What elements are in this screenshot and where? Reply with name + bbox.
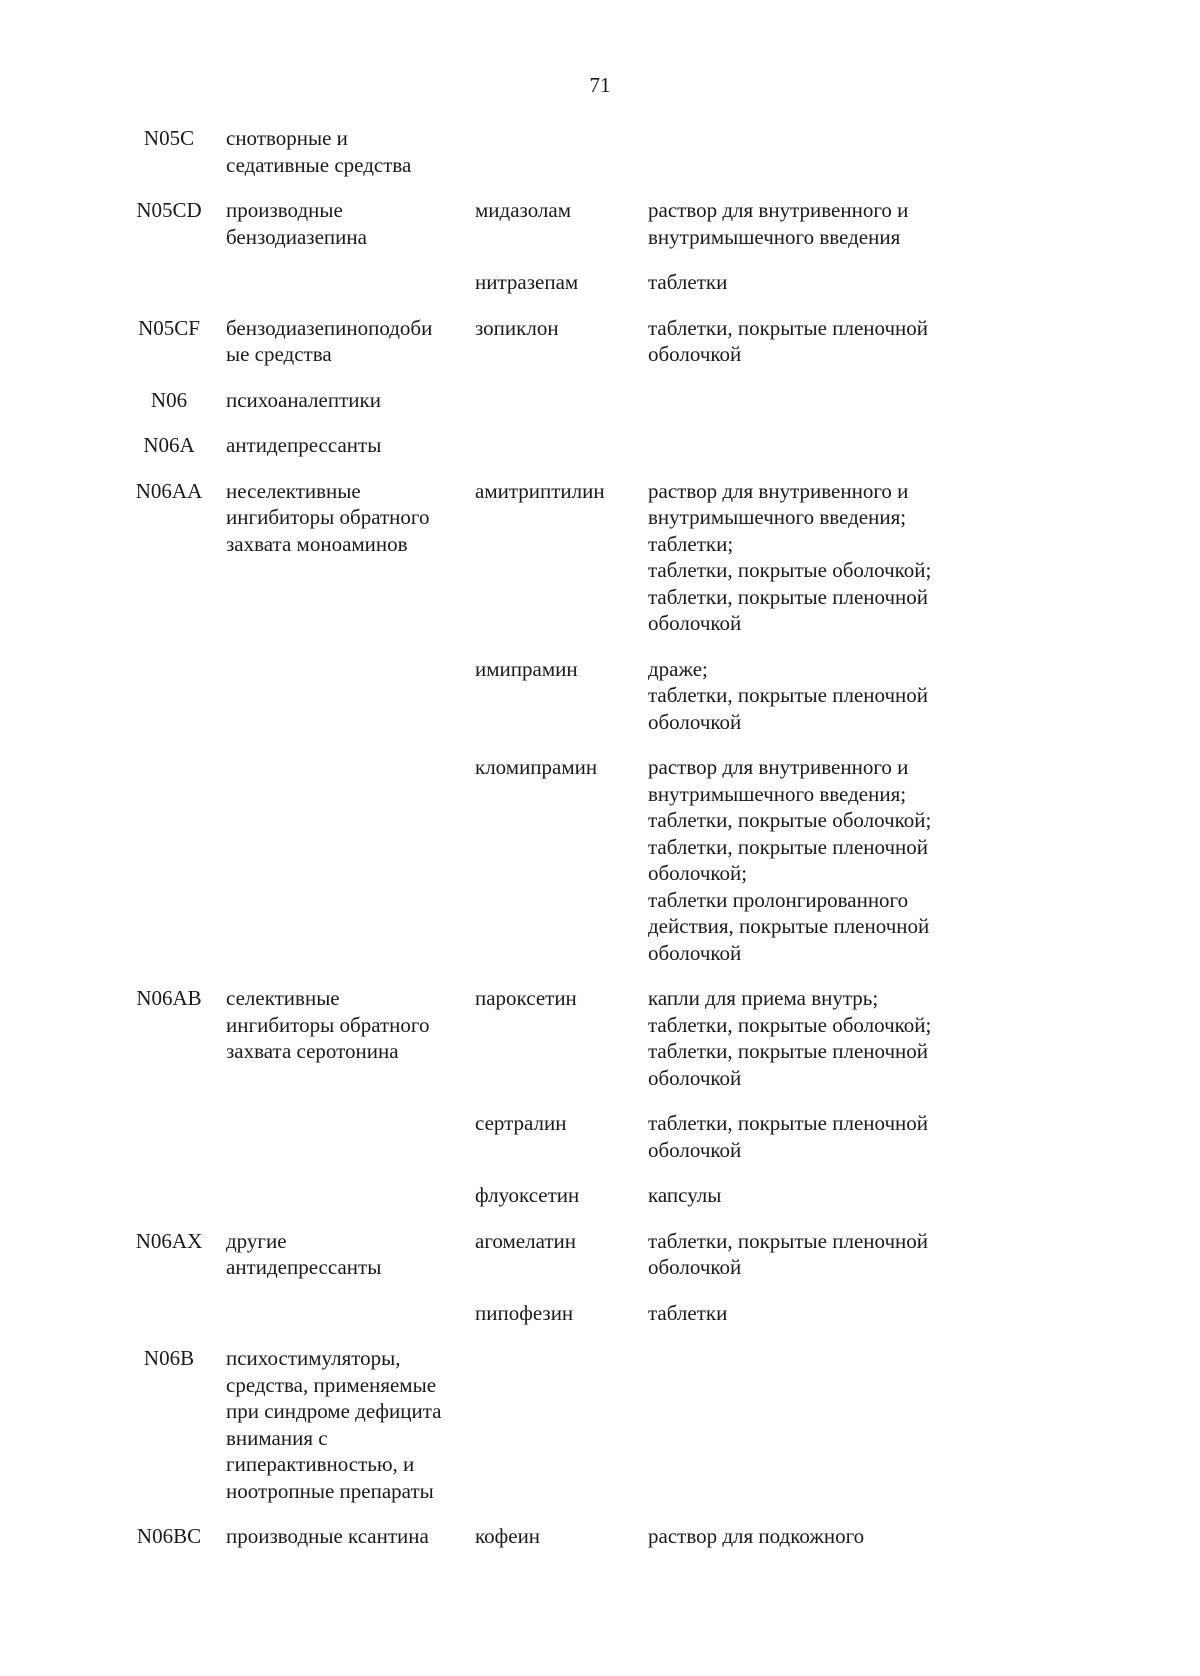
atc-code: N06A: [143, 433, 195, 457]
dosage-form: таблетки, покрытые пленочной оболочкой: [648, 1111, 929, 1162]
table-row: [0, 387, 1200, 414]
table-row: [0, 478, 1200, 637]
table-row: [0, 754, 1200, 966]
atc-code: N05C: [143, 126, 195, 150]
group-name: снотворные и седативные средства: [226, 126, 412, 177]
table-row: [0, 1110, 1200, 1163]
group-name: неселективные ингибиторы обратного захвата моноаминов: [226, 478, 430, 556]
dosage-form: раствор для внутривенного и внутримышечного введения; таблетки, покрытые оболочкой; таблетки, покрытые пленочной оболочкой; таблетки пролонгированного действия, покрытые пленочной оболочкой: [648, 755, 932, 965]
drug-name: кофеин: [475, 1524, 541, 1548]
atc-code: N06AX: [135, 1228, 203, 1253]
dosage-form: таблетки: [648, 270, 728, 294]
drug-name: пароксетин: [475, 986, 577, 1010]
table-row: [0, 1300, 1200, 1327]
table-row: [0, 315, 1200, 368]
group-name: психостимуляторы, средства, применяемые при синдроме дефицита внимания с гиперактивностью, и ноотропные препараты: [226, 1346, 442, 1503]
dosage-form: раствор для подкожного: [648, 1524, 865, 1548]
table-row: [0, 656, 1200, 736]
table-row: [0, 125, 1200, 178]
group-name: селективные ингибиторы обратного захвата серотонина: [226, 986, 430, 1063]
drug-name: имипрамин: [475, 656, 578, 681]
drug-name: флуоксетин: [475, 1183, 580, 1207]
group-name: антидепрессанты: [226, 433, 382, 457]
group-name: психоаналептики: [226, 387, 381, 412]
dosage-form: раствор для внутривенного и внутримышечного введения: [648, 198, 909, 249]
dosage-form: таблетки, покрытые пленочной оболочкой: [648, 1228, 929, 1279]
table-row: [0, 1182, 1200, 1209]
dosage-form: раствор для внутривенного и внутримышечного введения; таблетки; таблетки, покрытые оболочкой; таблетки, покрытые пленочной оболочкой: [648, 478, 932, 635]
atc-code: N06B: [143, 1346, 195, 1370]
drug-name: нитразепам: [475, 270, 579, 294]
group-name: другие антидепрессанты: [226, 1228, 382, 1279]
dosage-form: таблетки: [648, 1300, 728, 1325]
table-row: [0, 432, 1200, 459]
table-row: [0, 1523, 1200, 1550]
drug-name: мидазолам: [475, 198, 572, 222]
drug-name: пипофезин: [475, 1300, 574, 1325]
atc-code: N06AA: [135, 478, 203, 503]
atc-code: N06AB: [136, 986, 202, 1010]
drug-name: сертралин: [475, 1111, 567, 1135]
atc-code: N06BC: [136, 1524, 202, 1548]
drug-name: агомелатин: [475, 1228, 577, 1253]
group-name: производные бензодиазепина: [226, 198, 367, 249]
drug-table: [0, 125, 1200, 1569]
drug-name: амитриптилин: [475, 478, 605, 503]
table-row: [0, 197, 1200, 250]
drug-name: зопиклон: [475, 315, 559, 340]
dosage-form: капли для приема внутрь; таблетки, покрытые оболочкой; таблетки, покрытые пленочной оболочкой: [648, 986, 932, 1090]
table-row: [0, 1228, 1200, 1281]
dosage-form: драже; таблетки, покрытые пленочной оболочкой: [648, 656, 929, 734]
atc-code: N05CF: [138, 315, 200, 340]
atc-code: N06: [150, 387, 188, 412]
atc-code: N05CD: [136, 198, 202, 222]
group-name: производные ксантина: [226, 1524, 429, 1548]
page-number: 71: [589, 73, 611, 97]
dosage-form: таблетки, покрытые пленочной оболочкой: [648, 315, 929, 366]
table-row: [0, 1345, 1200, 1504]
table-row: [0, 269, 1200, 296]
drug-name: кломипрамин: [475, 755, 598, 779]
dosage-form: капсулы: [648, 1183, 722, 1207]
group-name: бензодиазепиноподоби ые средства: [226, 315, 433, 366]
table-row: [0, 985, 1200, 1091]
